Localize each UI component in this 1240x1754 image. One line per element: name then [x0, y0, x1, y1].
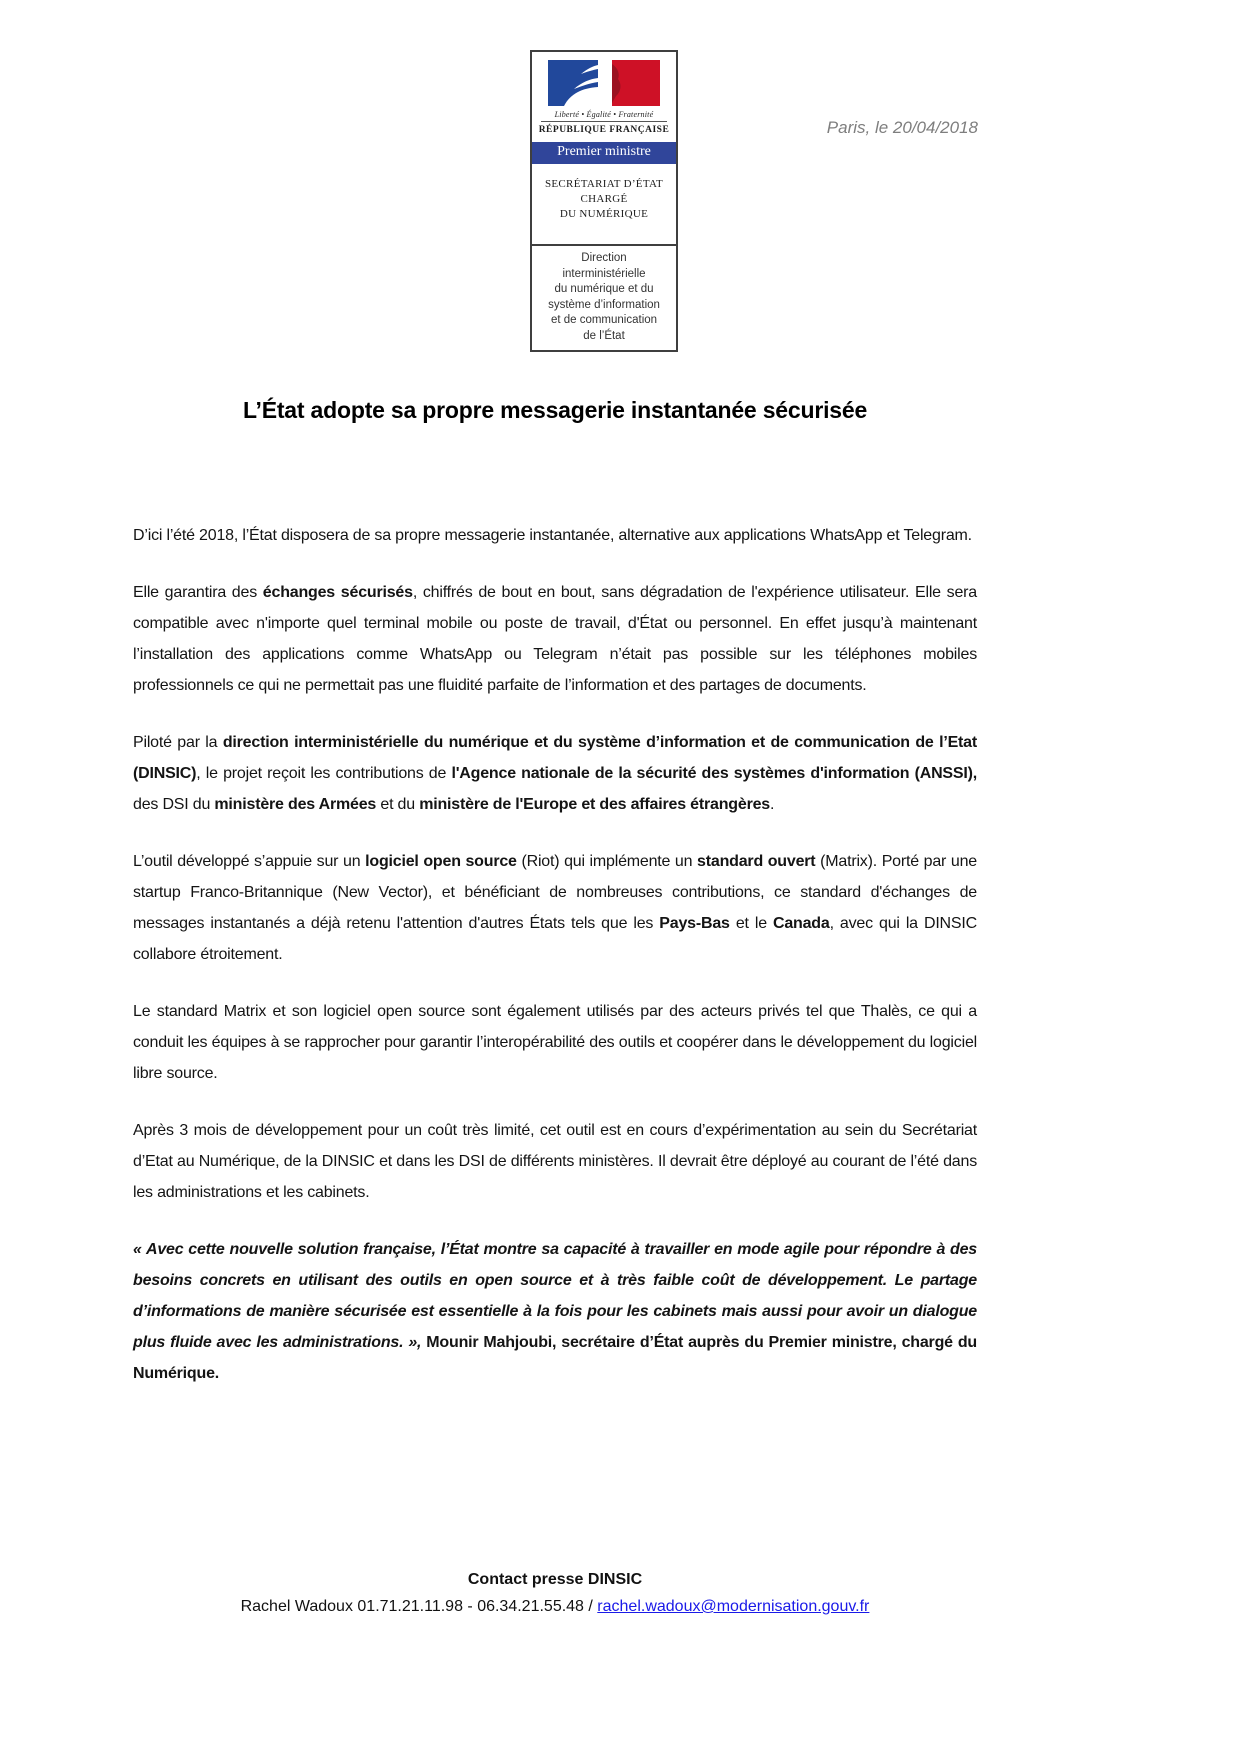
page-title: L’État adopte sa propre messagerie instantanée sécurisée [242, 397, 868, 423]
logo-secretariat [532, 177, 676, 222]
contact-block [133, 1566, 977, 1620]
body-text-segment: (Matrix). Porté par une startup Franco-Britannique (New Vector), et bénéficiant de nombreuses contributions, ce standard d'échanges de messages instantanés a déjà retenu l'attention d'autres États tels que les [133, 853, 977, 932]
body-text-segment: Après 3 mois de développement pour un coût très limité, cet outil est en cours d’expérimentation au sein du Secrétariat d’Etat au Numérique, de la DINSIC et dans les DSI de différents ministères. Il devrait être déployé au courant de l’été dans les administrations et les cabinets. [133, 1122, 977, 1201]
marianne-flag-icon [548, 60, 660, 106]
body-text-segment: Le standard Matrix et son logiciel open source sont également utilisés par des acteurs privés tel que Thalès, ce qui a conduit les équipes à se rapprocher pour garantir l’interopérabilité des outils et coopérer dans le développement du logiciel libre source. [133, 1003, 977, 1082]
logo-box-direction [530, 244, 678, 352]
body-paragraphs [133, 520, 977, 1415]
dateline: Paris, le 20/04/2018 [826, 118, 978, 137]
emphasis-text: « Avec cette nouvelle solution française, l’État montre sa capacité à travailler en mode agile pour répondre à des besoins concrets en utilisant des outils en open source et à très faible coût de développement. Le partage d’informations de manière sécurisée est essentielle à la fois pour les cabinets mais aussi pour avoir un dialogue plus fluide avec les administrations. », [133, 1241, 977, 1351]
logo-republic: RÉPUBLIQUE FRANÇAISE [538, 125, 670, 135]
emphasis-text: direction interministérielle du numérique et du système d’information et de communication de l’Etat (DINSIC) [133, 734, 977, 782]
contact-line [133, 1593, 977, 1620]
paragraph [133, 996, 977, 1089]
logo-line: SECRÉTARIAT D’ÉTAT [544, 178, 663, 190]
emphasis-text: échanges sécurisés [262, 584, 413, 601]
contact-heading: Contact presse DINSIC [467, 1571, 643, 1588]
body-text-segment: des DSI du [133, 796, 215, 813]
contact-phone-text: Rachel Wadoux 01.71.21.11.98 - 06.34.21.55.48 / [240, 1598, 598, 1615]
body-text-segment: et du [376, 796, 420, 813]
logo-line: système d’information [548, 298, 660, 311]
body-text-segment: , avec qui la DINSIC collabore étroitement. [133, 915, 977, 963]
emphasis-text: l'Agence nationale de la sécurité des systèmes d'information (ANSSI), [451, 765, 977, 782]
body-text-segment: L’outil développé s’appuie sur un [133, 853, 366, 870]
logo-line: et de communication [550, 314, 658, 326]
body-text-segment: (Riot) qui implémente un [516, 853, 698, 870]
emphasis-text: standard ouvert [697, 853, 816, 870]
paragraph [133, 727, 977, 820]
emphasis-text: ministère des Armées [214, 796, 377, 813]
emphasis-text: Mounir Mahjoubi, secrétaire d’État auprès du Premier ministre, chargé du Numérique. [133, 1334, 977, 1382]
paragraph [133, 846, 977, 970]
body-text-segment: , le projet reçoit les contributions de [196, 765, 452, 782]
logo-block [530, 50, 678, 352]
logo-line: CHARGÉ [580, 193, 628, 205]
logo-line: DU NUMÉRIQUE [559, 208, 649, 220]
paragraph [133, 520, 977, 551]
emphasis-text: logiciel open source [365, 853, 517, 870]
contact-email-link[interactable]: rachel.wadoux@modernisation.gouv.fr [597, 1598, 870, 1615]
logo-line: Direction [581, 252, 627, 264]
body-text-segment: , chiffrés de bout en bout, sans dégradation de l'expérience utilisateur. Elle sera compatible avec n'importe quel terminal mobile ou poste de travail, d'État ou personnel. En effet jusqu’à maintenant l’installation des applications comme WhatsApp ou Telegram n’était pas possible sur les téléphones mobiles professionnels ce qui ne permettait pas une fluidité parfaite de l’information et des partages de documents. [133, 584, 977, 694]
paragraph [133, 1115, 977, 1208]
logo-line: de l’État [583, 329, 625, 342]
paragraph [133, 1234, 977, 1389]
emphasis-text: Pays-Bas [659, 915, 730, 932]
logo-line: du numérique et du [554, 283, 654, 295]
body-text-segment: Piloté par la [133, 734, 223, 751]
logo-band-premier-ministre: Premier ministre [532, 142, 676, 164]
body-text-segment: D’ici l’été 2018, l’État disposera de sa propre messagerie instantanée, alternative aux applications WhatsApp et Telegram. [133, 527, 972, 544]
logo-direction [534, 251, 674, 344]
body-text-segment: Elle garantira des [133, 584, 263, 601]
body-text-segment: et le [729, 915, 773, 932]
logo-motto: Liberté • Égalité • Fraternité [541, 110, 668, 122]
logo-box-premier-ministre [530, 50, 678, 246]
emphasis-text: Canada [772, 915, 830, 932]
logo-line: interministérielle [562, 267, 646, 280]
emphasis-text: ministère de l'Europe et des affaires étrangères [419, 796, 770, 813]
paragraph [133, 577, 977, 701]
body-text-segment: . [770, 796, 775, 813]
